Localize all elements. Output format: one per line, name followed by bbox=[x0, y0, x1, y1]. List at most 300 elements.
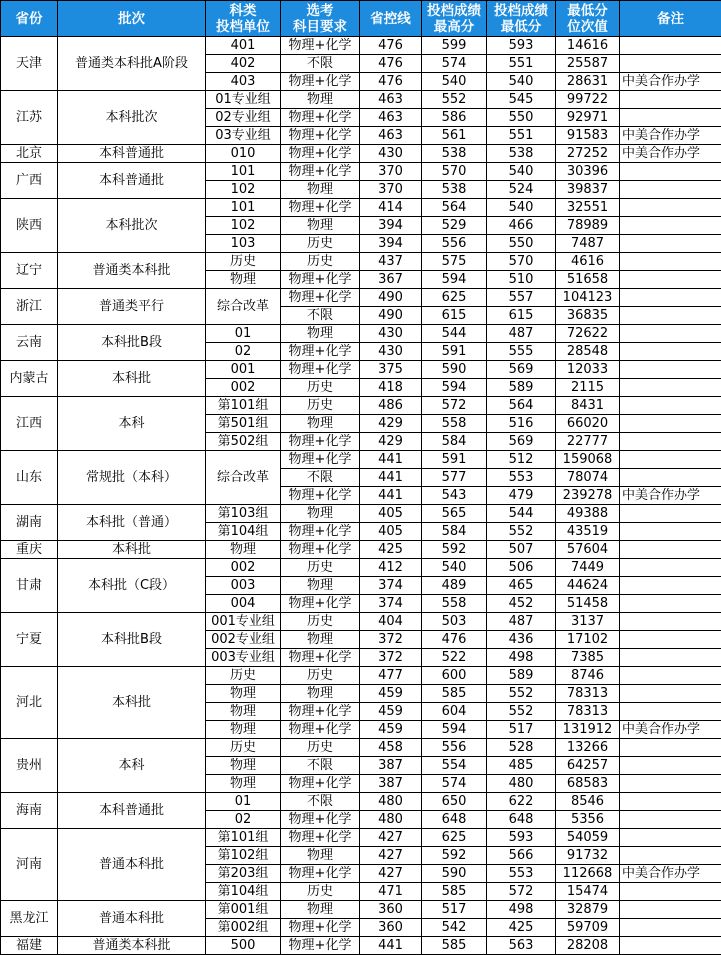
unit-cell: 历史 bbox=[206, 253, 281, 271]
header-max-line1: 投档成绩 bbox=[427, 2, 481, 19]
requirement-cell: 物理 bbox=[281, 181, 360, 199]
province-cell: 广西 bbox=[1, 163, 58, 199]
note-cell bbox=[620, 91, 721, 109]
max-score-cell: 538 bbox=[422, 181, 487, 199]
batch-cell: 本科普通批 bbox=[58, 793, 206, 829]
requirement-cell: 物理+化学 bbox=[281, 127, 360, 145]
batch-cell: 常规批（本科） bbox=[58, 451, 206, 505]
rank-cell: 91583 bbox=[556, 127, 620, 145]
control-line-cell: 360 bbox=[360, 919, 422, 937]
min-score-cell: 487 bbox=[487, 613, 556, 631]
min-score-cell: 516 bbox=[487, 415, 556, 433]
unit-cell: 002 bbox=[206, 379, 281, 397]
requirement-cell: 物理+化学 bbox=[281, 811, 360, 829]
requirement-cell: 物理+化学 bbox=[281, 289, 360, 307]
max-score-cell: 554 bbox=[422, 757, 487, 775]
max-score-cell: 600 bbox=[422, 667, 487, 685]
rank-cell: 57604 bbox=[556, 541, 620, 559]
requirement-cell: 物理+化学 bbox=[281, 37, 360, 55]
note-cell bbox=[620, 883, 721, 901]
requirement-cell: 物理+化学 bbox=[281, 109, 360, 127]
requirement-cell: 物理+化学 bbox=[281, 199, 360, 217]
note-cell: 中美合作办学 bbox=[620, 721, 721, 739]
control-line-cell: 476 bbox=[360, 37, 422, 55]
table-row bbox=[1, 397, 721, 415]
control-line-cell: 486 bbox=[360, 397, 422, 415]
rank-cell: 28548 bbox=[556, 343, 620, 361]
batch-cell: 普通类平行 bbox=[58, 289, 206, 325]
note-cell bbox=[620, 271, 721, 289]
requirement-cell: 历史 bbox=[281, 883, 360, 901]
max-score-cell: 561 bbox=[422, 127, 487, 145]
control-line-cell: 429 bbox=[360, 433, 422, 451]
unit-cell: 第001组 bbox=[206, 901, 281, 919]
note-cell bbox=[620, 109, 721, 127]
max-score-cell: 585 bbox=[422, 685, 487, 703]
requirement-cell: 物理 bbox=[281, 505, 360, 523]
header-requirement-line1: 选考 bbox=[306, 2, 334, 19]
header-requirement-line2: 科目要求 bbox=[293, 18, 347, 35]
province-cell: 江西 bbox=[1, 397, 58, 451]
table-row bbox=[1, 541, 721, 559]
unit-cell: 500 bbox=[206, 937, 281, 955]
max-score-cell: 529 bbox=[422, 217, 487, 235]
batch-cell: 本科普通批 bbox=[58, 163, 206, 199]
rank-cell: 7449 bbox=[556, 559, 620, 577]
batch-cell: 普通类本科批 bbox=[58, 253, 206, 289]
note-cell bbox=[620, 595, 721, 613]
note-cell bbox=[620, 739, 721, 757]
max-score-cell: 540 bbox=[422, 73, 487, 91]
note-cell bbox=[620, 523, 721, 541]
rank-cell: 3137 bbox=[556, 613, 620, 631]
min-score-cell: 589 bbox=[487, 379, 556, 397]
min-score-cell: 465 bbox=[487, 577, 556, 595]
control-line-cell: 374 bbox=[360, 595, 422, 613]
header-control-line: 省控线 bbox=[360, 1, 422, 37]
unit-cell: 402 bbox=[206, 55, 281, 73]
province-cell: 重庆 bbox=[1, 541, 58, 559]
control-line-cell: 463 bbox=[360, 91, 422, 109]
note-cell bbox=[620, 847, 721, 865]
header-rank-line1: 最低分 bbox=[567, 2, 608, 19]
min-score-cell: 563 bbox=[487, 937, 556, 955]
requirement-cell: 历史 bbox=[281, 397, 360, 415]
min-score-cell: 569 bbox=[487, 361, 556, 379]
requirement-cell: 历史 bbox=[281, 559, 360, 577]
note-cell bbox=[620, 415, 721, 433]
control-line-cell: 387 bbox=[360, 757, 422, 775]
table-body bbox=[1, 37, 721, 955]
requirement-cell: 物理 bbox=[281, 91, 360, 109]
unit-cell: 第102组 bbox=[206, 847, 281, 865]
rank-cell: 99722 bbox=[556, 91, 620, 109]
requirement-cell: 物理+化学 bbox=[281, 271, 360, 289]
note-cell: 中美合作办学 bbox=[620, 127, 721, 145]
max-score-cell: 522 bbox=[422, 649, 487, 667]
max-score-cell: 503 bbox=[422, 613, 487, 631]
rank-cell: 66020 bbox=[556, 415, 620, 433]
unit-cell: 02 bbox=[206, 811, 281, 829]
requirement-cell: 物理 bbox=[281, 325, 360, 343]
rank-cell: 7487 bbox=[556, 235, 620, 253]
max-score-cell: 585 bbox=[422, 883, 487, 901]
control-line-cell: 374 bbox=[360, 577, 422, 595]
min-score-cell: 564 bbox=[487, 397, 556, 415]
rank-cell: 91732 bbox=[556, 847, 620, 865]
control-line-cell: 490 bbox=[360, 307, 422, 325]
batch-cell: 本科批次 bbox=[58, 91, 206, 145]
rank-cell: 36835 bbox=[556, 307, 620, 325]
requirement-cell: 物理+化学 bbox=[281, 145, 360, 163]
header-unit bbox=[206, 1, 281, 37]
requirement-cell: 物理+化学 bbox=[281, 649, 360, 667]
unit-cell: 01专业组 bbox=[206, 91, 281, 109]
unit-cell: 历史 bbox=[206, 667, 281, 685]
control-line-cell: 394 bbox=[360, 235, 422, 253]
max-score-cell: 594 bbox=[422, 271, 487, 289]
note-cell bbox=[620, 757, 721, 775]
note-cell bbox=[620, 235, 721, 253]
control-line-cell: 430 bbox=[360, 325, 422, 343]
batch-cell: 本科普通批 bbox=[58, 145, 206, 163]
min-score-cell: 553 bbox=[487, 469, 556, 487]
min-score-cell: 552 bbox=[487, 703, 556, 721]
control-line-cell: 372 bbox=[360, 631, 422, 649]
max-score-cell: 565 bbox=[422, 505, 487, 523]
province-cell: 河南 bbox=[1, 829, 58, 901]
unit-cell: 物理 bbox=[206, 775, 281, 793]
rank-cell: 14616 bbox=[556, 37, 620, 55]
min-score-cell: 466 bbox=[487, 217, 556, 235]
max-score-cell: 585 bbox=[422, 937, 487, 955]
min-score-cell: 569 bbox=[487, 433, 556, 451]
control-line-cell: 437 bbox=[360, 253, 422, 271]
note-cell: 中美合作办学 bbox=[620, 487, 721, 505]
rank-cell: 8746 bbox=[556, 667, 620, 685]
requirement-cell: 物理 bbox=[281, 217, 360, 235]
rank-cell: 131912 bbox=[556, 721, 620, 739]
unit-cell: 103 bbox=[206, 235, 281, 253]
table-row bbox=[1, 793, 721, 811]
max-score-cell: 650 bbox=[422, 793, 487, 811]
note-cell bbox=[620, 397, 721, 415]
control-line-cell: 463 bbox=[360, 127, 422, 145]
max-score-cell: 584 bbox=[422, 433, 487, 451]
min-score-cell: 570 bbox=[487, 253, 556, 271]
table-row bbox=[1, 199, 721, 217]
min-score-cell: 510 bbox=[487, 271, 556, 289]
rank-cell: 54059 bbox=[556, 829, 620, 847]
province-cell: 湖南 bbox=[1, 505, 58, 541]
max-score-cell: 552 bbox=[422, 91, 487, 109]
header-rank-line2: 位次值 bbox=[567, 18, 608, 35]
rank-cell: 39837 bbox=[556, 181, 620, 199]
table-row bbox=[1, 505, 721, 523]
max-score-cell: 558 bbox=[422, 415, 487, 433]
unit-cell: 物理 bbox=[206, 757, 281, 775]
rank-cell: 78313 bbox=[556, 685, 620, 703]
control-line-cell: 375 bbox=[360, 361, 422, 379]
table-row bbox=[1, 361, 721, 379]
batch-cell: 本科批 bbox=[58, 667, 206, 739]
note-cell bbox=[620, 631, 721, 649]
rank-cell: 43519 bbox=[556, 523, 620, 541]
note-cell bbox=[620, 685, 721, 703]
control-line-cell: 418 bbox=[360, 379, 422, 397]
rank-cell: 49388 bbox=[556, 505, 620, 523]
batch-cell: 本科批 bbox=[58, 541, 206, 559]
rank-cell: 68583 bbox=[556, 775, 620, 793]
province-cell: 海南 bbox=[1, 793, 58, 829]
rank-cell: 78989 bbox=[556, 217, 620, 235]
batch-cell: 本科 bbox=[58, 397, 206, 451]
unit-cell: 物理 bbox=[206, 541, 281, 559]
batch-cell: 本科批（C段） bbox=[58, 559, 206, 613]
table-row bbox=[1, 289, 721, 307]
requirement-cell: 物理+化学 bbox=[281, 919, 360, 937]
note-cell: 中美合作办学 bbox=[620, 73, 721, 91]
min-score-cell: 550 bbox=[487, 235, 556, 253]
rank-cell: 72622 bbox=[556, 325, 620, 343]
control-line-cell: 441 bbox=[360, 487, 422, 505]
min-score-cell: 480 bbox=[487, 775, 556, 793]
note-cell bbox=[620, 919, 721, 937]
control-line-cell: 387 bbox=[360, 775, 422, 793]
province-cell: 山东 bbox=[1, 451, 58, 505]
min-score-cell: 553 bbox=[487, 865, 556, 883]
max-score-cell: 517 bbox=[422, 901, 487, 919]
control-line-cell: 459 bbox=[360, 721, 422, 739]
unit-cell: 第104组 bbox=[206, 523, 281, 541]
requirement-cell: 历史 bbox=[281, 613, 360, 631]
max-score-cell: 558 bbox=[422, 595, 487, 613]
rank-cell: 32879 bbox=[556, 901, 620, 919]
control-line-cell: 427 bbox=[360, 865, 422, 883]
control-line-cell: 441 bbox=[360, 451, 422, 469]
max-score-cell: 648 bbox=[422, 811, 487, 829]
control-line-cell: 463 bbox=[360, 109, 422, 127]
rank-cell: 112668 bbox=[556, 865, 620, 883]
control-line-cell: 370 bbox=[360, 181, 422, 199]
requirement-cell: 不限 bbox=[281, 469, 360, 487]
max-score-cell: 556 bbox=[422, 235, 487, 253]
rank-cell: 12033 bbox=[556, 361, 620, 379]
province-cell: 天津 bbox=[1, 37, 58, 91]
province-cell: 甘肃 bbox=[1, 559, 58, 613]
unit-cell: 01 bbox=[206, 325, 281, 343]
requirement-cell: 物理 bbox=[281, 901, 360, 919]
province-cell: 福建 bbox=[1, 937, 58, 955]
control-line-cell: 372 bbox=[360, 649, 422, 667]
rank-cell: 22777 bbox=[556, 433, 620, 451]
control-line-cell: 441 bbox=[360, 469, 422, 487]
control-line-cell: 405 bbox=[360, 523, 422, 541]
max-score-cell: 543 bbox=[422, 487, 487, 505]
header-rank bbox=[556, 1, 620, 37]
unit-cell: 02 bbox=[206, 343, 281, 361]
max-score-cell: 592 bbox=[422, 847, 487, 865]
max-score-cell: 538 bbox=[422, 145, 487, 163]
header-min-line1: 投档成绩 bbox=[494, 2, 548, 19]
min-score-cell: 540 bbox=[487, 199, 556, 217]
min-score-cell: 555 bbox=[487, 343, 556, 361]
min-score-cell: 593 bbox=[487, 37, 556, 55]
control-line-cell: 459 bbox=[360, 703, 422, 721]
min-score-cell: 487 bbox=[487, 325, 556, 343]
batch-cell: 普通本科批 bbox=[58, 901, 206, 937]
unit-cell: 03专业组 bbox=[206, 127, 281, 145]
max-score-cell: 594 bbox=[422, 379, 487, 397]
control-line-cell: 414 bbox=[360, 199, 422, 217]
unit-cell: 401 bbox=[206, 37, 281, 55]
requirement-cell: 不限 bbox=[281, 793, 360, 811]
header-min-score bbox=[487, 1, 556, 37]
max-score-cell: 570 bbox=[422, 163, 487, 181]
province-cell: 陕西 bbox=[1, 199, 58, 253]
header-max-line2: 最高分 bbox=[433, 18, 475, 35]
rank-cell: 8546 bbox=[556, 793, 620, 811]
unit-cell: 002 bbox=[206, 559, 281, 577]
control-line-cell: 476 bbox=[360, 73, 422, 91]
rank-cell: 51458 bbox=[556, 595, 620, 613]
unit-cell: 102 bbox=[206, 217, 281, 235]
max-score-cell: 625 bbox=[422, 829, 487, 847]
unit-cell: 002专业组 bbox=[206, 631, 281, 649]
table-row bbox=[1, 667, 721, 685]
unit-cell: 第203组 bbox=[206, 865, 281, 883]
province-cell: 黑龙江 bbox=[1, 901, 58, 937]
unit-cell: 第502组 bbox=[206, 433, 281, 451]
rank-cell: 104123 bbox=[556, 289, 620, 307]
note-cell bbox=[620, 181, 721, 199]
unit-cell: 第002组 bbox=[206, 919, 281, 937]
rank-cell: 92971 bbox=[556, 109, 620, 127]
rank-cell: 17102 bbox=[556, 631, 620, 649]
max-score-cell: 540 bbox=[422, 559, 487, 577]
min-score-cell: 479 bbox=[487, 487, 556, 505]
note-cell bbox=[620, 649, 721, 667]
unit-cell: 第101组 bbox=[206, 829, 281, 847]
rank-cell: 5356 bbox=[556, 811, 620, 829]
min-score-cell: 507 bbox=[487, 541, 556, 559]
note-cell bbox=[620, 559, 721, 577]
control-line-cell: 477 bbox=[360, 667, 422, 685]
note-cell bbox=[620, 469, 721, 487]
min-score-cell: 552 bbox=[487, 685, 556, 703]
rank-cell: 78074 bbox=[556, 469, 620, 487]
requirement-cell: 物理 bbox=[281, 577, 360, 595]
requirement-cell: 历史 bbox=[281, 739, 360, 757]
min-score-cell: 545 bbox=[487, 91, 556, 109]
control-line-cell: 404 bbox=[360, 613, 422, 631]
note-cell bbox=[620, 937, 721, 955]
requirement-cell: 物理+化学 bbox=[281, 865, 360, 883]
requirement-cell: 物理 bbox=[281, 847, 360, 865]
rank-cell: 30396 bbox=[556, 163, 620, 181]
max-score-cell: 592 bbox=[422, 541, 487, 559]
rank-cell: 7385 bbox=[556, 649, 620, 667]
unit-cell: 010 bbox=[206, 145, 281, 163]
unit-cell: 物理 bbox=[206, 703, 281, 721]
rank-cell: 64257 bbox=[556, 757, 620, 775]
requirement-cell: 不限 bbox=[281, 307, 360, 325]
max-score-cell: 489 bbox=[422, 577, 487, 595]
min-score-cell: 436 bbox=[487, 631, 556, 649]
note-cell bbox=[620, 343, 721, 361]
rank-cell: 8431 bbox=[556, 397, 620, 415]
control-line-cell: 425 bbox=[360, 541, 422, 559]
header-note: 备注 bbox=[620, 1, 721, 37]
requirement-cell: 历史 bbox=[281, 235, 360, 253]
min-score-cell: 648 bbox=[487, 811, 556, 829]
requirement-cell: 物理+化学 bbox=[281, 595, 360, 613]
min-score-cell: 622 bbox=[487, 793, 556, 811]
unit-cell: 102 bbox=[206, 181, 281, 199]
requirement-cell: 物理 bbox=[281, 685, 360, 703]
table-row bbox=[1, 739, 721, 757]
batch-cell: 本科批（普通） bbox=[58, 505, 206, 541]
note-cell: 中美合作办学 bbox=[620, 865, 721, 883]
table-row bbox=[1, 901, 721, 919]
max-score-cell: 574 bbox=[422, 55, 487, 73]
requirement-cell: 物理+化学 bbox=[281, 343, 360, 361]
batch-cell: 本科批B段 bbox=[58, 325, 206, 361]
note-cell bbox=[620, 793, 721, 811]
control-line-cell: 367 bbox=[360, 271, 422, 289]
min-score-cell: 589 bbox=[487, 667, 556, 685]
control-line-cell: 480 bbox=[360, 793, 422, 811]
control-line-cell: 394 bbox=[360, 217, 422, 235]
note-cell bbox=[620, 505, 721, 523]
requirement-cell: 物理+化学 bbox=[281, 541, 360, 559]
header-unit-line1: 科类 bbox=[229, 2, 257, 19]
province-cell: 贵州 bbox=[1, 739, 58, 793]
table-row bbox=[1, 451, 721, 469]
batch-cell: 本科 bbox=[58, 739, 206, 793]
control-line-cell: 441 bbox=[360, 937, 422, 955]
requirement-cell: 历史 bbox=[281, 253, 360, 271]
min-score-cell: 540 bbox=[487, 163, 556, 181]
requirement-cell: 物理+化学 bbox=[281, 163, 360, 181]
control-line-cell: 430 bbox=[360, 343, 422, 361]
requirement-cell: 物理+化学 bbox=[281, 703, 360, 721]
note-cell bbox=[620, 379, 721, 397]
control-line-cell: 480 bbox=[360, 811, 422, 829]
rank-cell: 159068 bbox=[556, 451, 620, 469]
batch-cell: 本科批次 bbox=[58, 199, 206, 253]
unit-cell: 历史 bbox=[206, 739, 281, 757]
province-cell: 宁夏 bbox=[1, 613, 58, 667]
note-cell bbox=[620, 775, 721, 793]
note-cell bbox=[620, 289, 721, 307]
unit-cell: 第501组 bbox=[206, 415, 281, 433]
note-cell bbox=[620, 361, 721, 379]
min-score-cell: 544 bbox=[487, 505, 556, 523]
min-score-cell: 452 bbox=[487, 595, 556, 613]
min-score-cell: 512 bbox=[487, 451, 556, 469]
note-cell bbox=[620, 307, 721, 325]
min-score-cell: 593 bbox=[487, 829, 556, 847]
rank-cell: 51658 bbox=[556, 271, 620, 289]
rank-cell: 28208 bbox=[556, 937, 620, 955]
max-score-cell: 556 bbox=[422, 739, 487, 757]
table-row bbox=[1, 163, 721, 181]
rank-cell: 13266 bbox=[556, 739, 620, 757]
province-cell: 北京 bbox=[1, 145, 58, 163]
control-line-cell: 360 bbox=[360, 901, 422, 919]
control-line-cell: 412 bbox=[360, 559, 422, 577]
